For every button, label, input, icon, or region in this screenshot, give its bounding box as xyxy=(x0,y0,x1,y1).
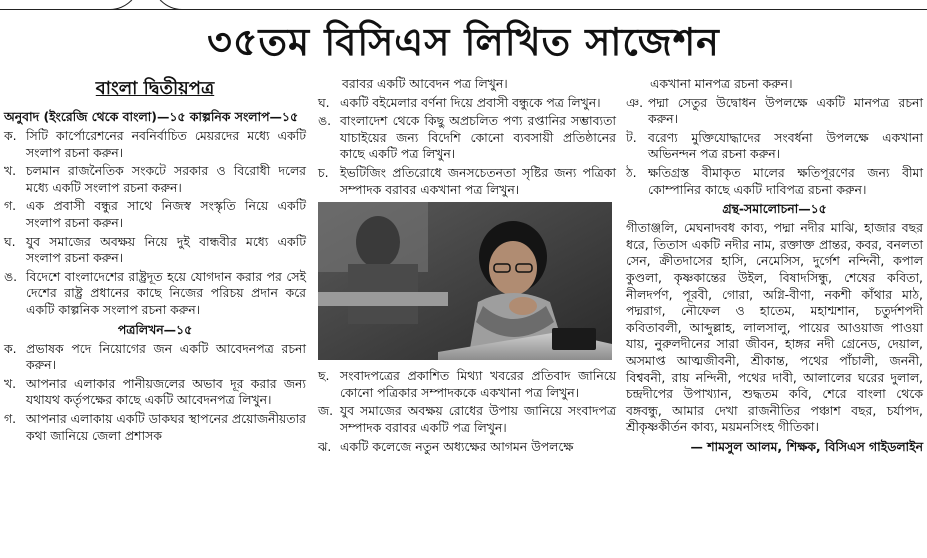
item-number: ঝ. xyxy=(318,438,332,454)
exam-student-photo xyxy=(318,202,612,360)
list-item xyxy=(626,165,923,198)
list-item xyxy=(4,234,306,267)
list-item xyxy=(626,95,923,128)
item-number: ঠ. xyxy=(626,164,637,180)
section-title xyxy=(4,76,306,102)
list-item xyxy=(4,269,306,319)
item-text: বরেণ্য মুক্তিযোদ্ধাদের সংবর্ধনা উপলক্ষে একখানা অভিনন্দন পত্র রচনা করুন। xyxy=(648,129,923,162)
author-byline: — শামসুল আলম, শিক্ষক, বিসিএস গাইডলাইন xyxy=(690,438,923,454)
item-number: ঘ. xyxy=(318,94,330,110)
item-text: সিটি কার্পোরেশনের নবনির্বাচিত মেয়রদের মধ্যে একটি সংলাপ রচনা করুন। xyxy=(26,128,306,160)
item-number: ট. xyxy=(626,129,637,145)
item-text: আপনার এলাকার পানীয়জলের অভাব দূর করার জন্য যথাযথ কর্তৃপক্ষের কাছে একটি আবেদনপত্র লিখুন। xyxy=(26,375,306,408)
top-masthead-band xyxy=(0,0,927,12)
book-review-list: গীতাঞ্জলি, মেঘনাদবধ কাব্য, পদ্মা নদীর মাঝি, হাজার বছর ধরে, তিতাস একটি নদীর নাম, রক্তাক্ত প্রান্তর, কবর, বনলতা সেন, ক্রীতদাসের হাসি, নেমেসিস, দুর্গেশ নন্দিনী, কপাল কুণ্ডলা, কৃষ্ণকান্তের উইল, বিষাদসিন্ধু, শেষের কবিতা, নীলদর্পণ, পূরবী, গোরা, অগ্নি-বীণা, নকশী কাঁথার মাঠ, পদ্মরাগ, নৌফেল ও হাতেম, মহাশ্মশান, চতুর্দশপদী কবিতাবলী, আব্দুল্লাহ, লালসালু, পায়ের আওয়াজ পাওয়া যায়, নুরুলদীনের সারা জীবন, হাঙ্গর নদী গ্রেনেড, দেয়াল, অসমাপ্ত আত্মজীবনী, শ্রীকান্ত, পথের পাঁচালী, জননী, বিশ্ববনী, রায় নন্দিনী, পথের দাবী, আলালের ঘরের দুলাল, চন্দ্রদীপের উপাখ্যান, শুদ্ধতম কবি, শেরে বাংলা থেকে বঙ্গবন্ধু, আমার দেখা রাজনীতির পঞ্চাশ বছর, চর্যাপদ, শ্রীকৃষ্ণকীর্তন কাব্য, ময়মনসিংহ গীতিকা। xyxy=(626,220,923,435)
continued-text: একখানা মানপত্র রচনা করুন। xyxy=(650,76,793,91)
list-item xyxy=(4,376,306,409)
book-review-heading: গ্রন্থ-সমালোচনা—১৫ xyxy=(722,201,827,217)
item-text: প্রভাষক পদে নিয়োগের জন একটি আবেদনপত্র রচনা করুন। xyxy=(26,340,306,373)
list-item xyxy=(318,403,616,436)
item-text: এক প্রবাসী বন্ধুর সাথে নিজস্ব সংস্কৃতি নিয়ে একটি সংলাপ রচনা করুন। xyxy=(26,198,306,230)
list-item xyxy=(4,198,306,231)
list-item xyxy=(318,113,616,163)
item-text: বাংলাদেশ থেকে কিছু অপ্রচলিত পণ্য রপ্তানির সম্ভাব্যতা যাচাইয়ের জন্য বিদেশি কোনো ব্যবসায়ী প্রতিষ্ঠানের কাছে একটি পত্র লিখুন। xyxy=(340,113,616,162)
column-right xyxy=(626,76,923,455)
item-text: পদ্মা সেতুর উদ্বোধন উপলক্ষে একটি মানপত্র রচনা করুন। xyxy=(648,94,923,127)
item-number: ক. xyxy=(4,128,17,143)
list-item xyxy=(318,439,616,456)
letter-heading: পত্রলিখন—১৫ xyxy=(117,321,193,337)
student-face xyxy=(489,241,537,295)
background-person-icon xyxy=(356,216,400,268)
section-title-text: বাংলা দ্বিতীয়পত্র xyxy=(95,78,215,99)
item-number: ক. xyxy=(4,340,17,356)
item-number: চ. xyxy=(318,164,329,180)
continued-text: বরাবর একটি আবেদন পত্র লিখুন। xyxy=(342,76,508,91)
list-item xyxy=(318,165,616,198)
item-text: একটি কলেজে নতুন অধ্যক্ষের আগমন উপলক্ষে xyxy=(340,438,574,454)
column-left xyxy=(4,76,306,446)
dialogue-list xyxy=(4,128,306,319)
background-desk xyxy=(318,292,448,306)
list-item xyxy=(318,368,616,401)
student-hand xyxy=(509,297,537,315)
item-text: চলমান রাজনৈতিক সংকটে সরকার ও বিরোধী দলের মধ্যে একটি সংলাপ রচনা করুন। xyxy=(26,163,306,195)
column-middle xyxy=(318,76,616,457)
list-item xyxy=(318,95,616,112)
item-text: একটি বইমেলার বর্ণনা দিয়ে প্রবাসী বন্ধুকে পত্র লিখুন। xyxy=(340,94,601,110)
item-text: বিদেশে বাংলাদেশের রাষ্ট্রদূত হয়ে যোগদান করার পর সেই দেশের রাষ্ট্র প্রধানের কাছে নিজের পরিচয় প্রদান করে একটি কাল্পনিক সংলাপ রচনা করুন। xyxy=(26,268,306,317)
list-item xyxy=(626,130,923,163)
list-item xyxy=(4,128,306,161)
item-number: ছ. xyxy=(318,368,330,384)
item-number: ঙ. xyxy=(4,268,18,284)
page-headline: ৩৫তম বিসিএস লিখিত সাজেশন xyxy=(207,20,720,64)
list-item xyxy=(4,163,306,196)
item-number: ঞ. xyxy=(626,94,644,110)
item-number: খ. xyxy=(4,163,17,179)
letter-list xyxy=(4,341,306,445)
item-text: আপনার এলাকায় একটি ডাকঘর স্থাপনের প্রয়োজনীয়তার কথা জানিয়ে জেলা প্রশাসক xyxy=(26,410,306,443)
item-text: ইভটিজিং প্রতিরোধে জনসচেতনতা সৃষ্টির জন্য পত্রিকা সম্পাদক বরাবর একখানা পত্র লিখুন। xyxy=(340,164,616,197)
item-text: ক্ষতিগ্রস্ত বীমাকৃত মালের ক্ষতিপূরণের জন্য বীমা কোম্পানির কাছে একটি দাবিপত্র রচনা করুন। xyxy=(648,164,923,197)
item-text: যুব সমাজের অবক্ষয় রোধের উপায় জানিয়ে সংবাদপত্র সম্পাদক বরাবর একটি পত্র লিখুন। xyxy=(340,403,616,435)
item-number: গ. xyxy=(4,410,17,426)
item-number: গ. xyxy=(4,198,17,214)
calculator-icon xyxy=(552,328,596,350)
item-number: খ. xyxy=(4,375,17,391)
list-item xyxy=(4,411,306,444)
item-text: সংবাদপত্রের প্রকাশিত মিথ্যা খবরের প্রতিবাদ জানিয়ে কোনো পত্রিকার সম্পাদককে একখানা পত্র লিখুন। xyxy=(340,368,616,400)
list-item xyxy=(4,341,306,374)
item-number: ঘ. xyxy=(4,233,16,249)
item-text: যুব সমাজের অবক্ষয় নিয়ে দুই বান্ধবীর মধ্যে একটি সংলাপ রচনা করুন। xyxy=(26,233,306,266)
masthead-rule xyxy=(0,9,927,10)
item-number: ঙ. xyxy=(318,113,332,129)
item-number: জ. xyxy=(318,403,334,419)
translation-heading: অনুবাদ (ইংরেজি থেকে বাংলা)—১৫ কাল্পনিক সংলাপ—১৫ xyxy=(4,109,298,124)
